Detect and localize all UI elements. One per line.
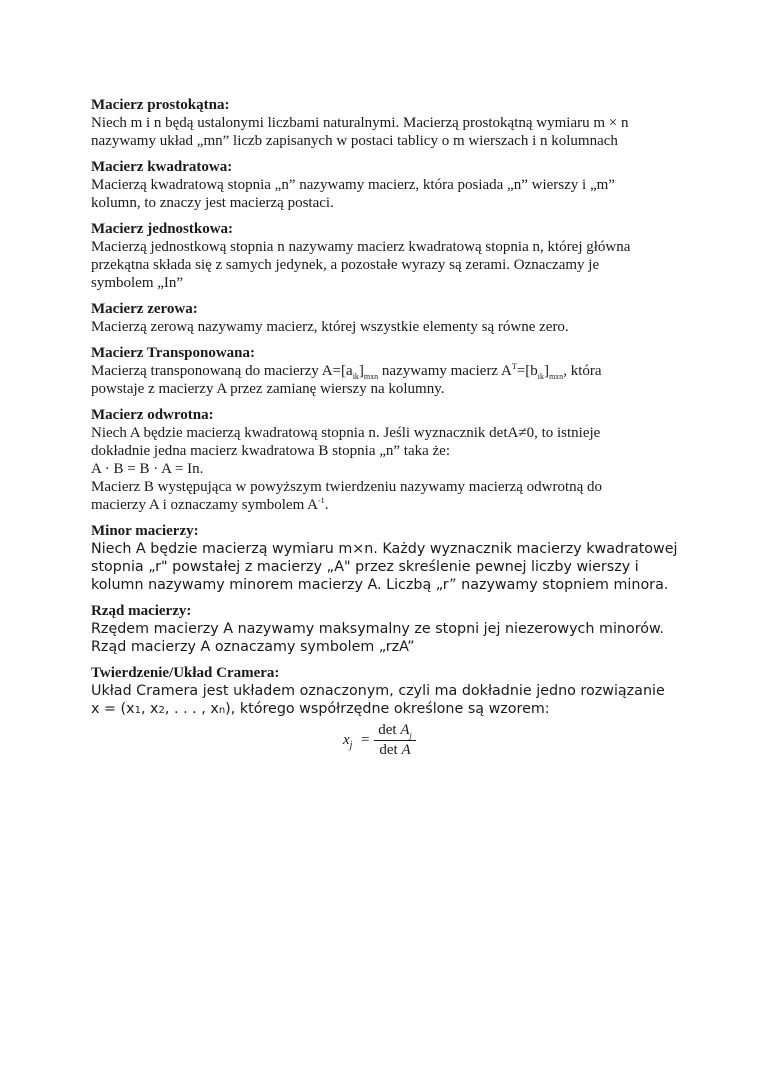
subscript: ik — [352, 372, 359, 381]
text-run: det — [378, 722, 401, 738]
section-minor — [91, 523, 681, 594]
section-title: Macierz kwadratowa: — [91, 159, 233, 175]
text-run: , która — [563, 363, 602, 379]
paragraph-line: Rzędem macierzy A nazywamy maksymalny ze stopni jej niezerowych minorów. — [91, 621, 664, 637]
paragraph-line: Macierzą zerową nazywamy macierz, której wszystkie elementy są równe zero. — [91, 319, 569, 335]
text-run: ] — [543, 363, 549, 379]
text-run: A — [400, 722, 410, 738]
paragraph-line — [91, 362, 681, 380]
paragraph-line: kolumn nazywamy minorem macierzy A. Liczbą „r” nazywamy stopniem minora. — [91, 577, 669, 593]
section-zero-matrix — [91, 301, 681, 336]
subscript: ik — [537, 372, 544, 381]
section-square-matrix — [91, 159, 681, 212]
text-run: , x — [140, 701, 159, 717]
paragraph-line: Rząd macierzy A oznaczamy symbolem „rzA” — [91, 639, 415, 655]
section-title: Twierdzenie/Układ Cramera: — [91, 665, 280, 681]
paragraph-line: Niech A będzie macierzą wymiaru m×n. Każdy wyznacznik macierzy kwadratowej — [91, 541, 678, 557]
section-title: Macierz jednostkowa: — [91, 221, 234, 237]
paragraph-line: Niech m i n będą ustalonymi liczbami naturalnymi. Macierzą prostokątną wymiaru m × n — [91, 115, 629, 131]
subscript: mxn — [363, 372, 379, 381]
formula-variable — [343, 732, 352, 749]
superscript: T — [511, 362, 517, 371]
text-run: A — [401, 742, 411, 758]
fraction-numerator — [374, 722, 416, 741]
paragraph-line: symbolem „In” — [91, 275, 184, 291]
paragraph-line: kolumn, to znaczy jest macierzą postaci. — [91, 195, 334, 211]
fraction-denominator — [374, 741, 416, 759]
formula-equals: = — [361, 732, 370, 748]
section-title: Macierz odwrotna: — [91, 407, 214, 423]
subscript: n — [218, 705, 226, 716]
paragraph-line: Niech A będzie macierzą kwadratową stopnia n. Jeśli wyznacznik detA≠0, to istnieje — [91, 425, 601, 441]
subscript: j — [409, 731, 412, 740]
text-run: x = (x — [91, 701, 135, 717]
text-run: det — [379, 742, 402, 758]
text-run: ), którego współrzędne określone są wzorem: — [225, 701, 550, 717]
section-title: Macierz zerowa: — [91, 301, 198, 317]
paragraph-line: Macierz B występująca w powyższym twierdzeniu nazywamy macierzą odwrotną do — [91, 479, 603, 495]
subscript: 1 — [134, 705, 141, 716]
paragraph-line — [91, 496, 681, 514]
text-run: ] — [358, 363, 364, 379]
subscript: mxn — [548, 372, 564, 381]
paragraph-line: nazywamy układ „mn” liczb zapisanych w postaci tablicy o m wierszach i n kolumnach — [91, 133, 618, 149]
document-page — [91, 97, 681, 773]
section-title: Macierz prostokątna: — [91, 97, 230, 113]
subscript: 2 — [158, 705, 165, 716]
section-title: Rząd macierzy: — [91, 603, 192, 619]
section-title: Macierz Transponowana: — [91, 345, 256, 361]
text-run: =[b — [516, 363, 538, 379]
paragraph-line: powstaje z macierzy A przez zamianę wierszy na kolumny. — [91, 381, 445, 397]
paragraph-line: stopnia „r" powstałej z macierzy „A" przez skreślenie pewnej liczby wierszy i — [91, 559, 639, 575]
section-title: Minor macierzy: — [91, 523, 199, 539]
formula-fraction — [374, 722, 416, 759]
paragraph-line: Macierzą jednostkową stopnia n nazywamy macierz kwadratową stopnia n, której główna — [91, 239, 631, 255]
paragraph-line: Macierzą kwadratową stopnia „n” nazywamy macierz, która posiada „n” wierszy i „m” — [91, 177, 615, 193]
section-transposed-matrix — [91, 345, 681, 398]
text-run: , . . . , x — [164, 701, 219, 717]
paragraph-line: dokładnie jedna macierz kwadratowa B stopnia „n” taka że: — [91, 443, 451, 459]
section-identity-matrix — [91, 221, 681, 292]
paragraph-line: przekątna składa się z samych jedynek, a pozostałe wyrazy są zerami. Oznaczamy je — [91, 257, 600, 273]
cramer-formula — [91, 722, 681, 764]
section-cramer — [91, 665, 681, 764]
text-run: Macierzą transponowaną do macierzy A=[a — [91, 363, 353, 379]
paragraph-line: Układ Cramera jest układem oznaczonym, czyli ma dokładnie jedno rozwiązanie — [91, 683, 665, 699]
section-rank — [91, 603, 681, 656]
text-run: macierzy A i oznaczamy symbolem A — [91, 497, 319, 513]
text-run: nazywamy macierz A — [378, 363, 512, 379]
superscript: -1 — [318, 496, 325, 505]
section-rectangular-matrix — [91, 97, 681, 150]
formula-x: x — [343, 732, 350, 748]
subscript: j — [349, 740, 353, 751]
text-run: . — [324, 497, 329, 513]
paragraph-line — [91, 700, 681, 720]
paragraph-line: A · B = B · A = In. — [91, 461, 204, 477]
section-inverse-matrix — [91, 407, 681, 514]
